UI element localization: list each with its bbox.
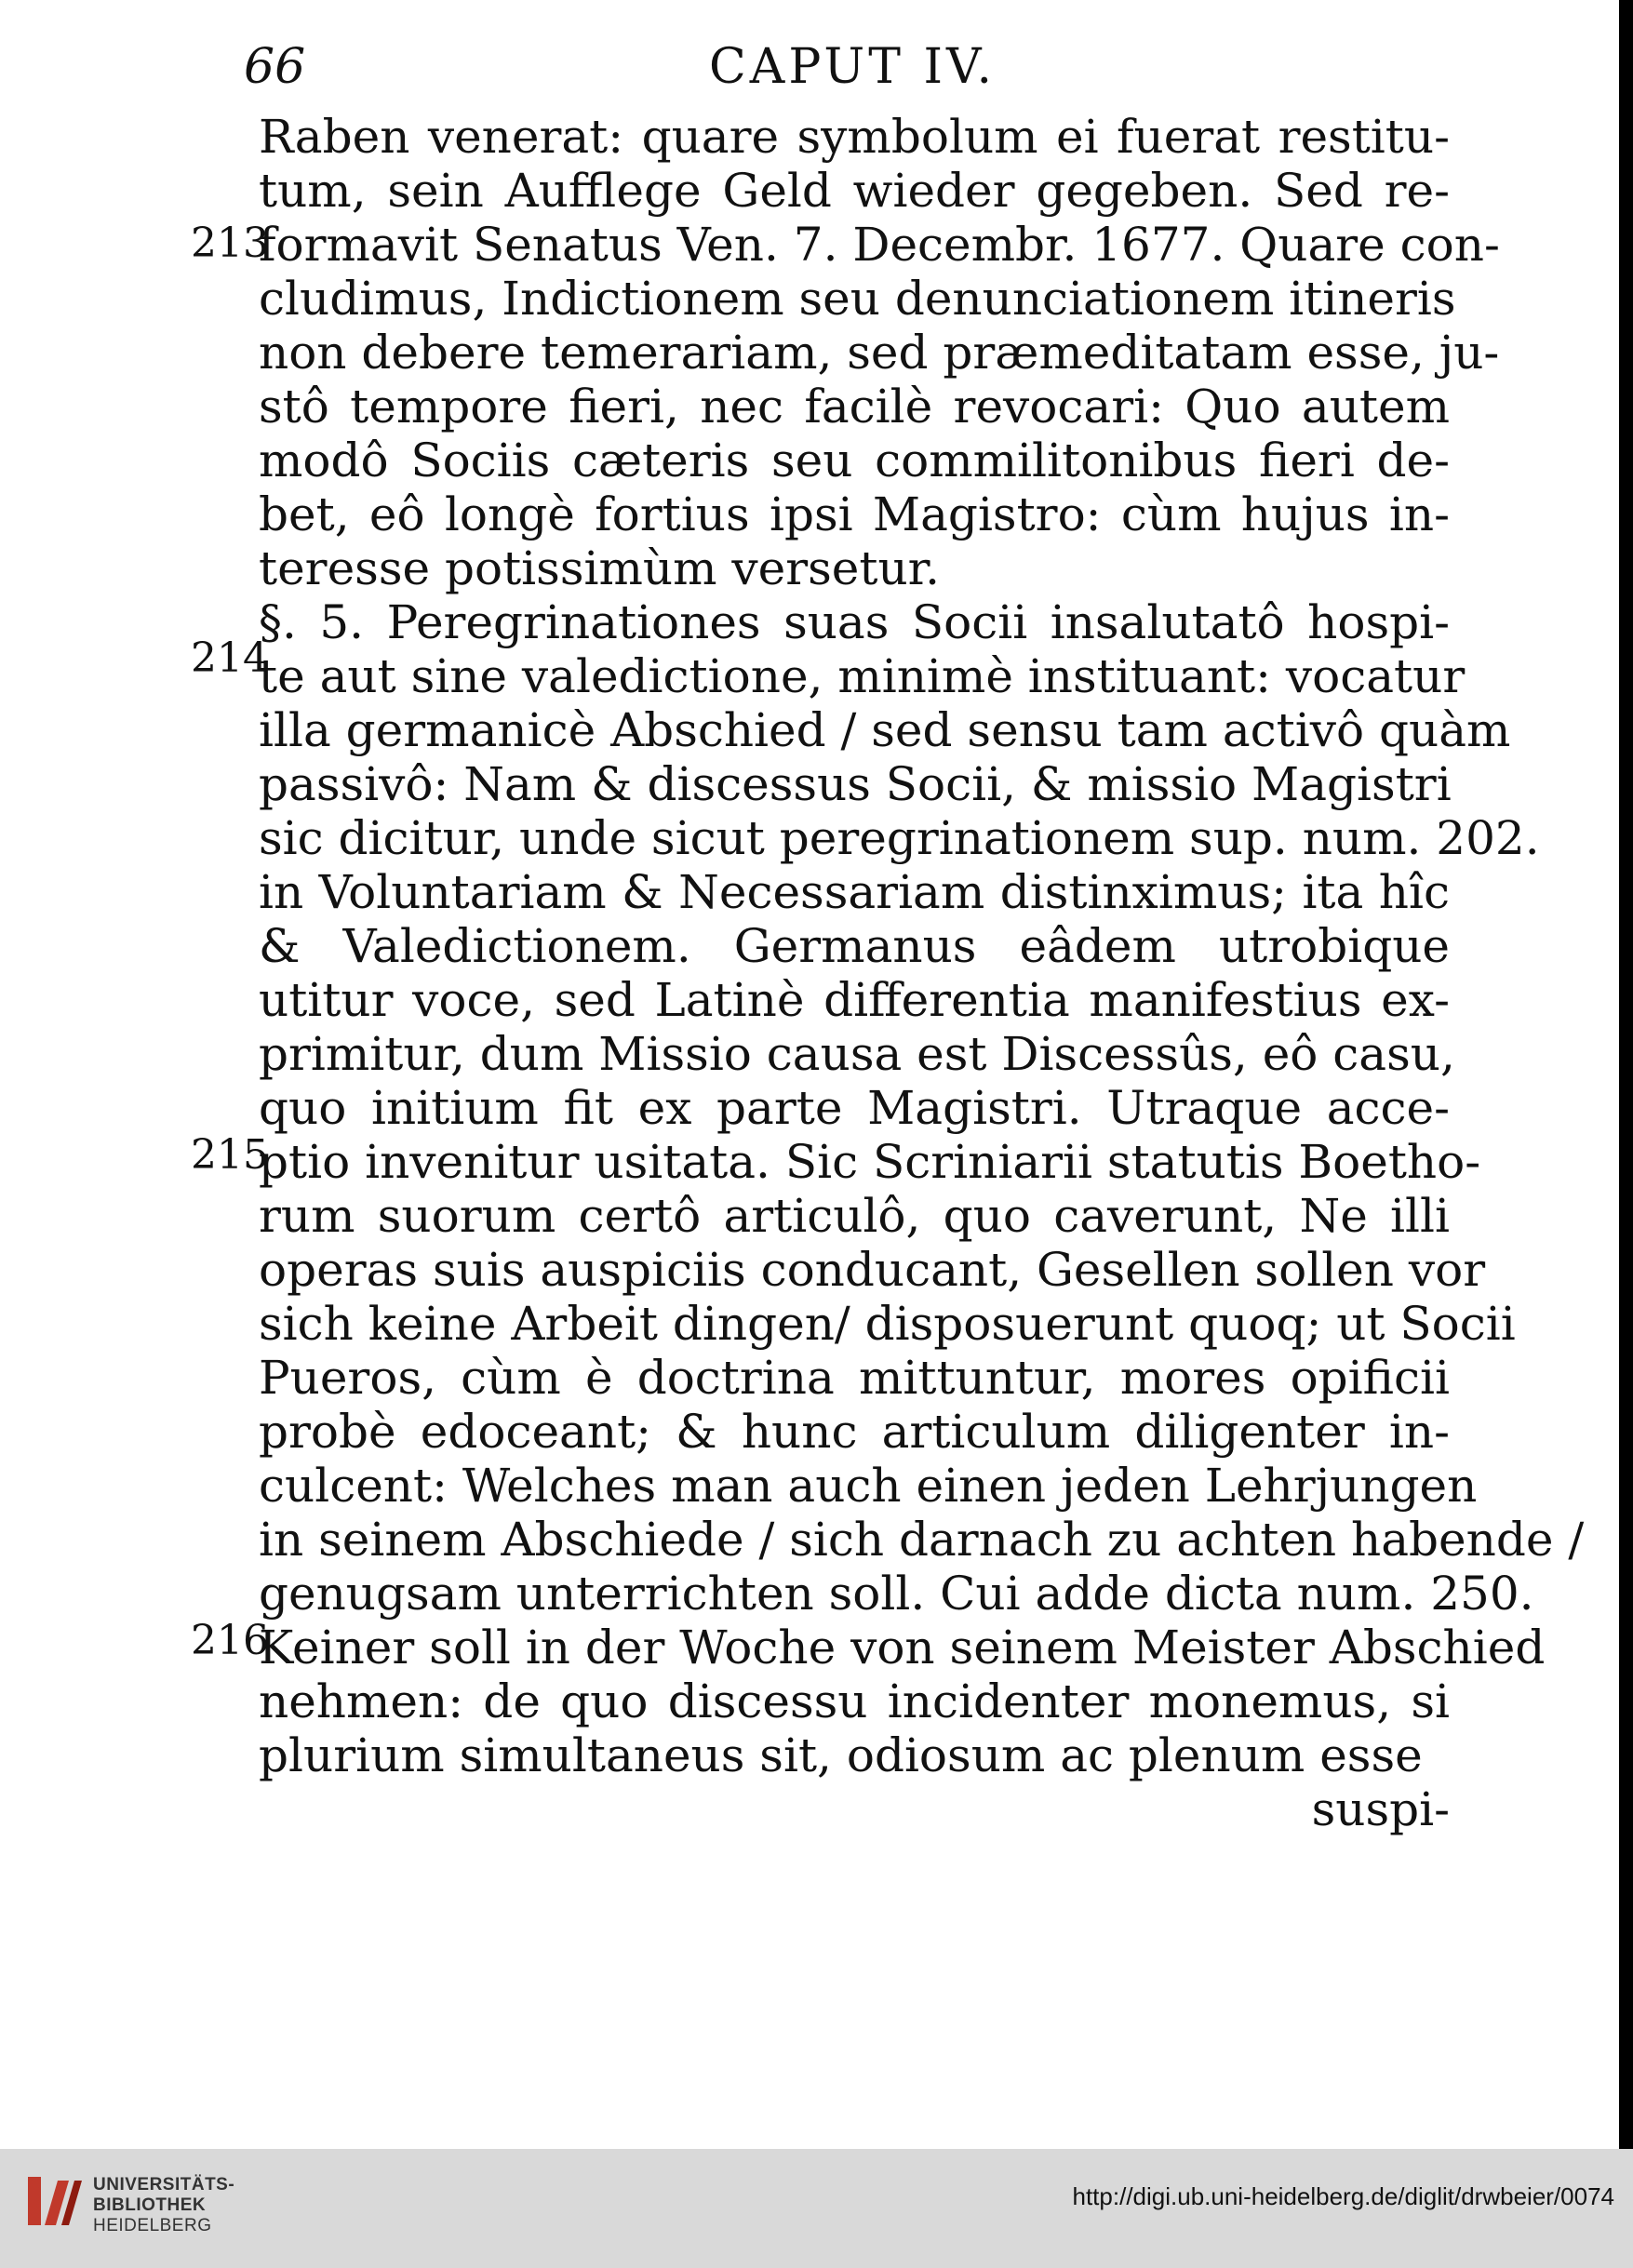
text-line: Keiner soll in der Woche von seinem Meister Abschied	[259, 1621, 1546, 1674]
text-line: passivô: Nam & discessus Socii, & missio Magistri	[259, 757, 1452, 811]
text-line: genugsam unterrichten soll. Cui adde dicta num. 250.	[259, 1567, 1534, 1621]
text-line: Pueros, cùm è doctrina mittuntur, mores opificii	[259, 1351, 1450, 1405]
text-line: §. 5. Peregrinationes suas Socii insalutatô hospi-	[259, 595, 1450, 649]
logo-line: BIBLIOTHEK	[93, 2195, 207, 2215]
text-line: bet, eô longè fortius ipsi Magistro: cùm hujus in-	[259, 487, 1450, 541]
page-header	[244, 39, 1453, 104]
text-line: sich keine Arbeit dingen/ disposuerunt quoq; ut Socii	[259, 1297, 1516, 1351]
text-line: in seinem Abschiede / sich darnach zu achten habende /	[259, 1513, 1585, 1567]
scan-border	[1619, 0, 1633, 2149]
text-line: rum suorum certô articulô, quo caverunt, Ne illi	[259, 1189, 1450, 1243]
library-logo-icon	[20, 2168, 87, 2235]
margin-number: 215	[191, 1131, 269, 1179]
text-line: formavit Senatus Ven. 7. Decembr. 1677. Quare con-	[259, 218, 1500, 272]
text-line: tum, sein Aufflege Geld wieder gegeben. Sed re-	[259, 164, 1450, 218]
text-line: quo initium fit ex parte Magistri. Utraque acce-	[259, 1081, 1450, 1135]
text-line: utitur voce, sed Latinè differentia manifestius ex-	[259, 973, 1450, 1027]
running-head: CAPUT IV.	[709, 39, 996, 95]
text-line: te aut sine valedictione, minimè instituant: vocatur	[259, 649, 1466, 703]
text-line: illa germanicè Abschied / sed sensu tam activô quàm	[259, 703, 1511, 757]
text-line: & Valedictionem. Germanus eâdem utrobique	[259, 919, 1450, 973]
text-line: culcent: Welches man auch einen jeden Lehrjungen	[259, 1459, 1478, 1513]
text-line: cludimus, Indictionem seu denunciationem itineris	[259, 272, 1456, 326]
text-line: teresse potissimùm versetur.	[259, 541, 940, 595]
logo-line: UNIVERSITÄTS-	[93, 2175, 235, 2195]
permalink[interactable]: http://digi.ub.uni-heidelberg.de/diglit/drwbeier/0074	[1072, 2182, 1614, 2210]
text-line: in Voluntariam & Necessariam distinximus; ita hîc	[259, 865, 1450, 919]
catchword: suspi-	[1311, 1782, 1450, 1836]
text-line: primitur, dum Missio causa est Discessûs, eô casu,	[259, 1027, 1455, 1081]
text-line: Raben venerat: quare symbolum ei fuerat restitu-	[259, 110, 1450, 164]
text-line: plurium simultaneus sit, odiosum ac plenum esse	[259, 1728, 1423, 1782]
margin-number: 216	[191, 1617, 269, 1664]
text-line: modô Sociis cæteris seu commilitonibus fieri de-	[259, 434, 1450, 487]
text-line: probè edoceant; & hunc articulum diligenter in-	[259, 1405, 1450, 1459]
text-line: ptio invenitur usitata. Sic Scriniarii statutis Boetho-	[259, 1135, 1481, 1189]
margin-number: 214	[191, 634, 269, 682]
text-line: nehmen: de quo discessu incidenter monemus, si	[259, 1674, 1450, 1728]
text-line: sic dicitur, unde sicut peregrinationem sup. num. 202.	[259, 811, 1540, 865]
page-number: 66	[244, 39, 306, 95]
text-line: non debere temerariam, sed præmeditatam esse, ju-	[259, 326, 1500, 380]
margin-number: 213	[191, 220, 269, 267]
library-name	[93, 2175, 234, 2236]
text-line: stô tempore fieri, nec facilè revocari: Quo autem	[259, 380, 1450, 434]
text-line: operas suis auspiciis conducant, Gesellen sollen vor	[259, 1243, 1486, 1297]
logo-line: HEIDELBERG	[93, 2216, 212, 2235]
viewer-footer	[0, 2149, 1633, 2268]
